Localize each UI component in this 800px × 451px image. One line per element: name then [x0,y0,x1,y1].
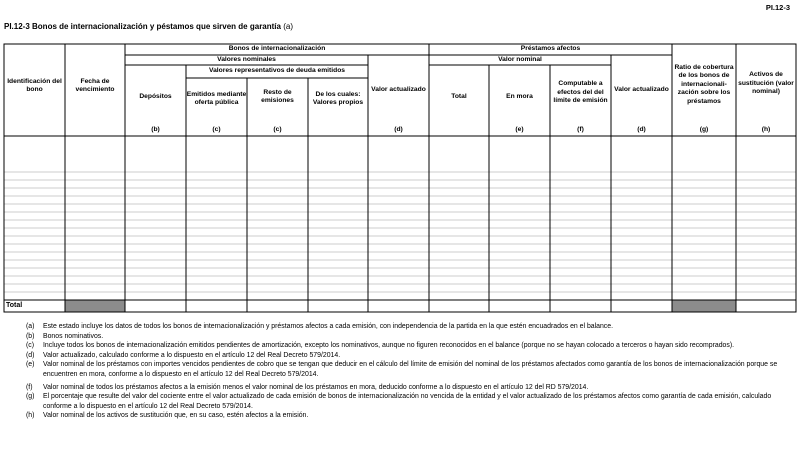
footnote-text: Valor nominal de todos los préstamos afectos a la emisión menos el valor nominal de los préstamos en mora, deducido conforme a lo dispuesto en el artículo 12 del RD 579/2014. [43,383,589,391]
title-note-ref: (a) [283,22,293,31]
header-bonos-group: Bonos de internacionalización [228,45,326,53]
footnote-text: Valor actualizado, calculado conforme a lo dispuesto en el artículo 12 del Real Decreto 579/2014. [43,351,341,359]
col-letter-e: (e) [515,126,524,133]
total-shaded-ratio [672,300,736,312]
col-letter-d-prestamos: (d) [637,126,646,133]
footnote-e [26,360,796,379]
footnote-d [26,351,796,361]
footnote-text: Bonos nominativos. [43,332,104,340]
footnote-key: (f) [26,383,33,391]
header-computable: Computable a efectos del del límite de emisión [553,80,608,105]
footnote-key: (b) [26,332,35,340]
footnote-key: (a) [26,323,35,330]
total-row-label: Total [6,302,23,309]
header-resto: Resto de emisiones [261,88,294,104]
header-activos: Activos de sustitución (valor nominal) [738,71,794,96]
header-fecha: Fecha de vencimiento [75,77,115,93]
col-letter-b: (b) [151,126,160,133]
header-valores-nominales: Valores nominales [217,55,276,63]
header-en-mora: En mora [506,92,533,100]
header-valor-actualizado-bonos: Valor actualizado [371,85,426,93]
footnote-text: Valor nominal de los préstamos con importes vencidos pendientes de cobro que se tengan que deducir en el cálculo del límite de emisión del nominal de los préstamos afectados como garantía de los bonos de internacionalización porque se encuentren en mora, conforme a lo dispuesto en el artículo 12 del Real Decreto 579/2014. [43,361,778,378]
col-letter-c-emitidos: (c) [212,126,221,133]
header-valores-representativos: Valores representativos de deuda emitidos [208,67,346,75]
footnote-text: El porcentaje que resulte del valor del cociente entre el valor actualizado de cada emisión de bonos de internacionalización no vencida de la entidad y el valor actualizado de los préstamos afectos como garantía de cada emisión, calculado conforme a lo dispuesto en el artículo 12 del Real Decreto 579/2014. [43,393,772,410]
footnote-key: (h) [26,412,35,420]
header-emitidos: Emitidos mediante oferta pública [186,90,247,106]
footnote-text: Incluye todos los bonos de internacionalización emitidos pendientes de amortización, excepto los nominativos, aunque no figuren reconocidos en el balance (porque no se hayan colocado a terceros o hayan sido recomprados). [43,342,735,350]
footnote-text: Este estado incluye los datos de todos los bonos de internacionalización y préstamos afectos a cada emisión, con independencia de la partida en la que estén encuadrados en el balance. [43,323,614,330]
col-letter-h: (h) [761,126,771,133]
footnote-key: (c) [26,342,35,350]
footnote-c [26,341,796,351]
footnote-b [26,332,796,342]
header-total: Total [451,92,467,100]
header-prestamos-group: Préstamos afectos [520,45,581,53]
footnote-key: (g) [26,393,35,401]
header-de-los-cuales: De los cuales: Valores propios [312,90,364,106]
footnote-a [26,322,796,332]
form-code: PI.12-3 [765,3,790,12]
header-ratio: Ratio de cobertura de los bonos de internacionali-zación sobre los préstamos [674,63,734,105]
header-identificacion: Identificación del bono [7,77,62,93]
footnote-key: (d) [26,351,35,359]
footnote-g [26,392,796,411]
total-shaded-fecha [65,300,125,312]
title-text: PI.12-3 Bonos de internacionalización y péstamos que sirven de garantía [4,22,281,31]
col-letter-d-bonos: (d) [394,126,403,133]
footnote-f [26,383,796,393]
header-depositos: Depósitos [139,92,172,100]
footnote-text: Valor nominal de los activos de sustitución que, en su caso, estén afectos a la emisión. [43,412,309,420]
header-valor-actualizado-prestamos: Valor actualizado [614,85,669,93]
footnotes [26,322,796,421]
col-letter-f: (f) [577,126,584,133]
col-letter-c-resto: (c) [273,126,282,133]
header-valor-nominal: Valor nominal [498,55,542,63]
footnote-h [26,411,796,421]
col-letter-g: (g) [699,126,709,133]
footnote-key: (e) [26,361,35,369]
